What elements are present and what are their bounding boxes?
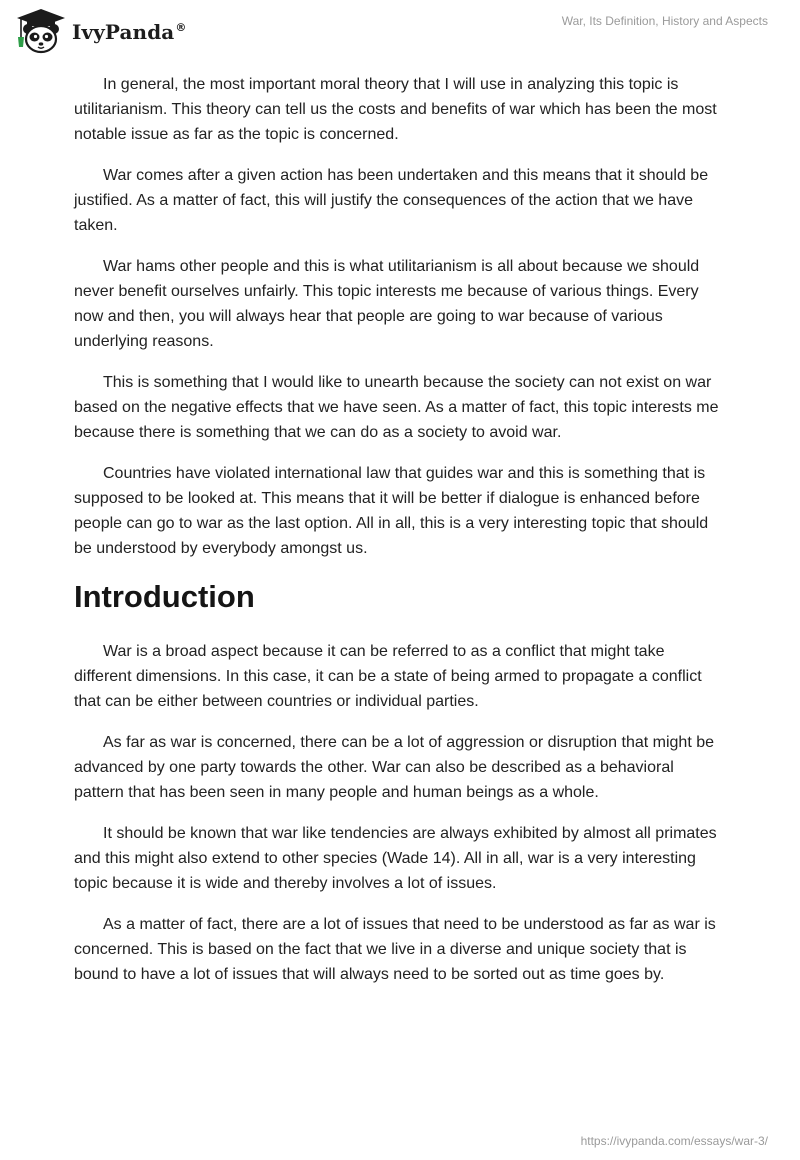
paragraph: It should be known that war like tendencies are always exhibited by almost all primates and this might also extend to other species (Wade 14). All in all, war is a very interesting topic because it is wide and thereby involves a lot of issues. <box>74 825 717 892</box>
source-url[interactable]: https://ivypanda.com/essays/war-3/ <box>580 1134 768 1148</box>
paragraph: This is something that I would like to unearth because the society can not exist on war based on the negative effects that we have seen. As a matter of fact, this topic interests me because there is something that we can do as a society to avoid war. <box>74 374 719 441</box>
panda-graduation-cap-icon <box>14 7 68 55</box>
document-title: War, Its Definition, History and Aspects <box>561 14 768 28</box>
essay-content <box>74 72 726 1003</box>
page-header <box>0 0 800 60</box>
paragraph: War comes after a given action has been undertaken and this means that it should be justified. As a matter of fact, this will justify the consequences of the action that we have taken. <box>74 167 709 234</box>
paragraph: As a matter of fact, there are a lot of issues that need to be understood as far as war is concerned. This is based on the fact that we live in a diverse and unique society that is bound to have a lot of issues that will always need to be sorted out as time goes by. <box>74 916 716 983</box>
paragraph: War is a broad aspect because it can be referred to as a conflict that might take different dimensions. In this case, it can be a state of being armed to propagate a conflict that can be either between countries or individual parties. <box>74 643 702 710</box>
paragraph: Countries have violated international law that guides war and this is something that is supposed to be looked at. This means that it will be better if dialogue is enhanced before people can go to war as the last option. All in all, this is a very interesting topic that should be understood by everybody amongst us. <box>74 465 709 557</box>
section-heading-introduction: Introduction <box>74 579 255 614</box>
paragraph: War hams other people and this is what utilitarianism is all about because we should never benefit ourselves unfairly. This topic interests me because of various things. Every now and then, you will always hear that people are going to war because of various underlying reasons. <box>74 258 700 350</box>
brand-name: IvyPanda® <box>72 20 187 44</box>
brand-logo[interactable] <box>14 7 186 55</box>
paragraph: As far as war is concerned, there can be a lot of aggression or disruption that might be advanced by one party towards the other. War can also be described as a behavioral pattern that has been seen in many people and human beings as a whole. <box>74 734 714 801</box>
paragraph: In general, the most important moral theory that I will use in analyzing this topic is utilitarianism. This theory can tell us the costs and benefits of war which has been the most notable issue as far as the topic is concerned. <box>74 76 717 143</box>
registered-mark: ® <box>175 21 187 35</box>
